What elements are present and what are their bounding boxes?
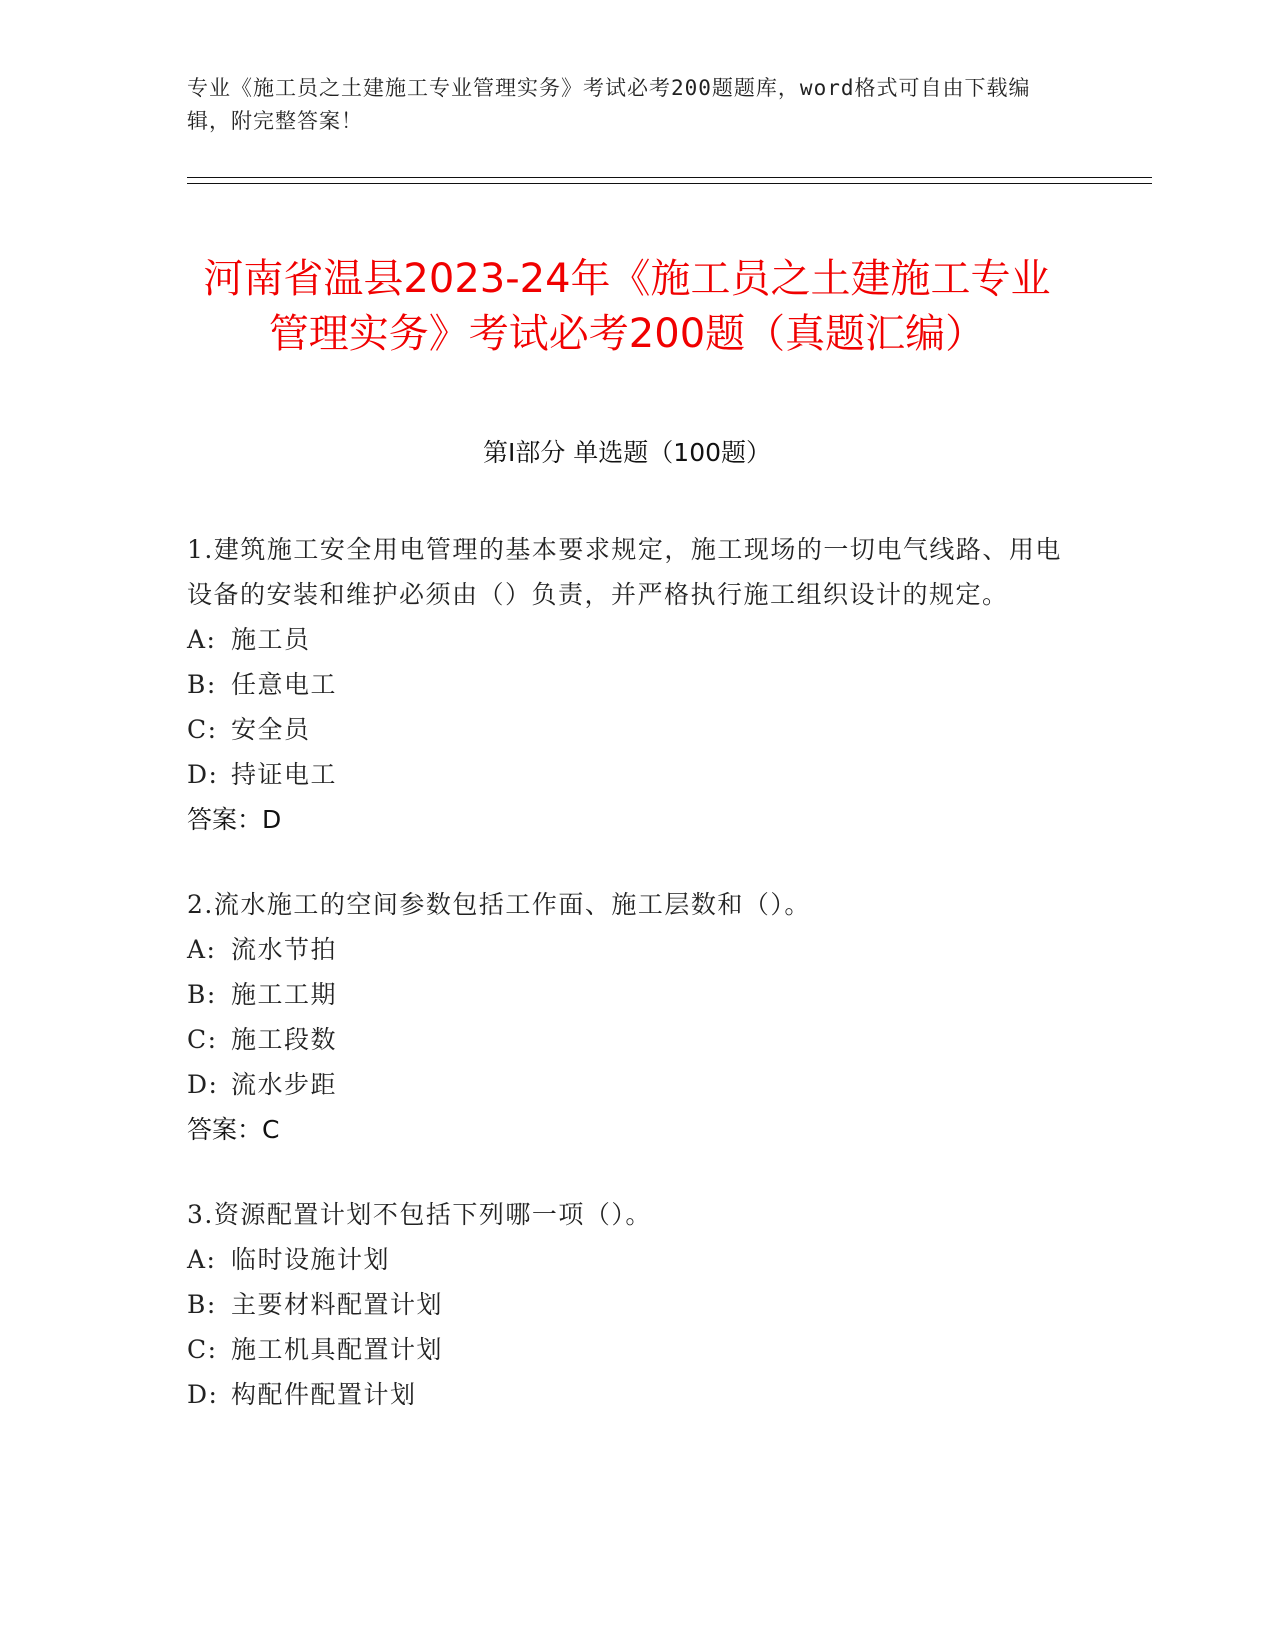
header-divider-top (187, 177, 1152, 178)
question-stem: 1.建筑施工安全用电管理的基本要求规定，施工现场的一切电气线路、用电设备的安装和维护必须由（）负责，并严格执行施工组织设计的规定。 (187, 535, 1062, 609)
option-text: 施工段数 (231, 1025, 338, 1054)
header-note: 专业《施工员之土建施工专业管理实务》考试必考200题题库，word格式可自由下载编辑，附完整答案！ (187, 76, 1031, 133)
option-text: 构配件配置计划 (231, 1380, 417, 1409)
option-letter: D: (187, 1070, 219, 1099)
question-item (187, 1192, 1067, 1417)
question-item (187, 527, 1067, 842)
option-a (187, 1237, 1067, 1282)
answer-label: 答案： (187, 805, 263, 834)
question-stem: 3.资源配置计划不包括下列哪一项（）。 (187, 1200, 652, 1229)
option-d (187, 1062, 1067, 1107)
option-text: 施工机具配置计划 (231, 1335, 444, 1364)
option-b (187, 662, 1067, 707)
answer-line (187, 1107, 1067, 1152)
question-item (187, 882, 1067, 1152)
option-d (187, 752, 1067, 797)
answer-value: D (262, 805, 282, 834)
option-a (187, 927, 1067, 972)
option-letter: D: (187, 760, 219, 789)
option-text: 主要材料配置计划 (231, 1290, 444, 1319)
option-letter: C: (187, 715, 218, 744)
option-letter: B: (187, 980, 217, 1009)
option-text: 安全员 (231, 715, 311, 744)
option-b (187, 972, 1067, 1017)
option-text: 流水节拍 (231, 935, 338, 964)
option-letter: B: (187, 670, 217, 699)
option-text: 施工工期 (231, 980, 338, 1009)
option-text: 任意电工 (231, 670, 338, 699)
section-heading: 第Ⅰ部分 单选题（100题） (482, 438, 772, 467)
option-b (187, 1282, 1067, 1327)
option-a (187, 617, 1067, 662)
option-text: 临时设施计划 (231, 1245, 391, 1274)
option-c (187, 1017, 1067, 1062)
option-c (187, 1327, 1067, 1372)
option-letter: A: (187, 625, 217, 654)
option-text: 持证电工 (231, 760, 338, 789)
option-text: 流水步距 (231, 1070, 338, 1099)
option-c (187, 707, 1067, 752)
question-list (187, 527, 1067, 1457)
answer-value: C (262, 1115, 280, 1144)
option-d (187, 1372, 1067, 1417)
option-letter: A: (187, 1245, 217, 1274)
answer-label: 答案： (187, 1115, 263, 1144)
option-letter: C: (187, 1335, 218, 1364)
option-letter: A: (187, 935, 217, 964)
option-letter: B: (187, 1290, 217, 1319)
option-text: 施工员 (231, 625, 311, 654)
document-title: 河南省温县2023-24年《施工员之土建施工专业管理实务》考试必考200题（真题汇编） (203, 255, 1051, 357)
question-stem: 2.流水施工的空间参数包括工作面、施工层数和（）。 (187, 890, 811, 919)
header-divider-bottom (187, 183, 1152, 184)
option-letter: C: (187, 1025, 218, 1054)
answer-line (187, 797, 1067, 842)
option-letter: D: (187, 1380, 219, 1409)
